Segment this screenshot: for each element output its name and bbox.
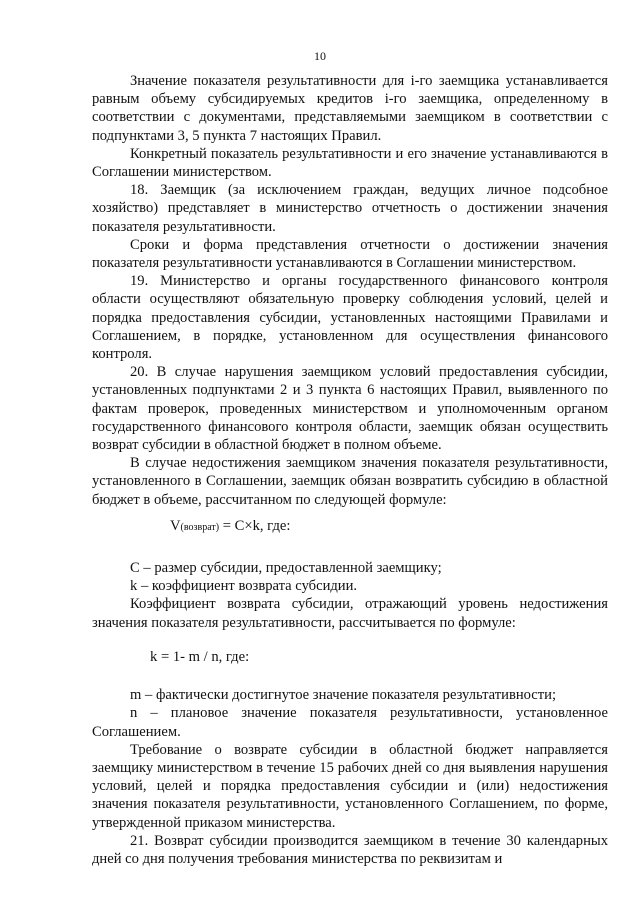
- page-number: 10: [314, 49, 326, 63]
- paragraph-indicator-value: Значение показателя результативности для i-го заемщика устанавливается равным объему субсидируемых кредитов i-го заемщика, определенному в соответствии с документами, представляемыми заемщиком в соответствии с подпунктами 3, 5 пункта 7 настоящих Правил.: [92, 73, 608, 144]
- formula-refund-subscript: (возврат): [180, 521, 220, 533]
- formula-refund-v: V: [170, 517, 181, 534]
- document-body: [92, 72, 608, 868]
- paragraph-20: 20. В случае нарушения заемщиком условий предоставления субсидии, установленных подпунктами 2 и 3 пункта 6 настоящих Правил, выявленного по фактам проверок, проведенных министерством и уполномоченным органом государственного финансового контроля области, заемщик обязан осуществить возврат субсидии в областной бюджет в полном объеме.: [92, 364, 608, 454]
- paragraph-non-achievement: В случае недостижения заемщиком значения показателя результативности, установленного в Соглашении, заемщик обязан возвратить субсидию в областной бюджет в объеме, рассчитанном по следующей формуле:: [92, 455, 608, 508]
- paragraph-indicator-specific: Конкретный показатель результативности и его значение устанавливаются в Соглашении министерством.: [92, 145, 608, 181]
- paragraph-19: 19. Министерство и органы государственного финансового контроля области осуществляют обязательную проверку соблюдения условий, целей и порядка предоставления субсидии, установленных настоящими Правилами и Соглашением, в порядке, установленном для осуществления финансового контроля.: [92, 273, 608, 363]
- definition-c: C – размер субсидии, предоставленной заемщику;: [130, 560, 442, 577]
- paragraph-coefficient: Коэффициент возврата субсидии, отражающий уровень недостижения значения показателя результативности, рассчитывается по формуле:: [92, 596, 608, 631]
- paragraph-18: 18. Заемщик (за исключением граждан, ведущих личное подсобное хозяйство) представляет в министерство отчетность о достижении значения показателя результативности.: [92, 182, 608, 235]
- definition-m: m – фактически достигнутое значение показателя результативности;: [130, 687, 557, 704]
- paragraph-refund-demand: Требование о возврате субсидии в областной бюджет направляется заемщику министерством в течение 15 рабочих дней со дня выявления нарушения условий, целей и порядка предоставления субсидии и (или) недостижения значения показателя результативности, установленного Соглашением, по форме, утвержденной приказом министерства.: [92, 741, 608, 831]
- definition-n: n – плановое значение показателя результативности, установленное Соглашением.: [92, 705, 608, 740]
- paragraph-reporting-terms: Сроки и форма представления отчетности о достижении значения показателя результативности устанавливаются в Соглашении министерством.: [92, 236, 608, 272]
- formula-refund-rest: = C×k, где:: [219, 517, 291, 534]
- definition-k: k – коэффициент возврата субсидии.: [130, 578, 358, 595]
- formula-refund: [92, 517, 608, 537]
- paragraph-21: 21. Возврат субсидии производится заемщиком в течение 30 календарных дней со дня получения требования министерства по реквизитам и: [92, 832, 608, 867]
- formula-coefficient: k = 1- m / n, где:: [150, 648, 250, 665]
